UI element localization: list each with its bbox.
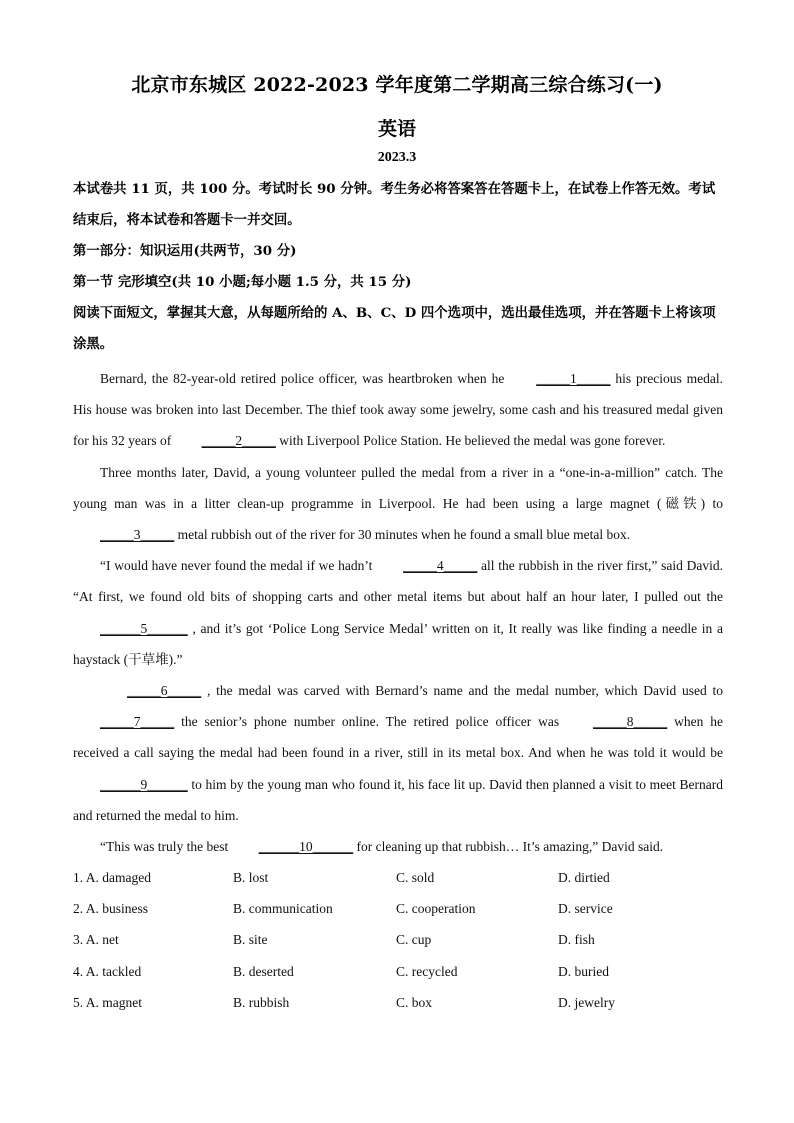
option-d: D. jewelry <box>558 994 615 1010</box>
option-c: C. box <box>396 994 433 1010</box>
option-b: B. deserted <box>233 963 294 979</box>
passage-text: for cleaning up that rubbish… It’s amazing,” David said. <box>353 839 664 855</box>
exam-notice: 本试卷共 11 页，共 100 分。考试时长 90 分钟。考生务必将答案答在答题卡上，在试卷上作答无效。考试结束后，将本试卷和答题卡一并交回。 <box>73 181 716 228</box>
blank-2: _____2_____ <box>201 433 276 449</box>
blank-8: _____8_____ <box>593 714 668 730</box>
blank-4: _____4_____ <box>403 558 478 574</box>
option-d: D. fish <box>558 932 595 948</box>
option-c: C. cup <box>396 932 432 948</box>
blank-5: ______5______ <box>100 620 188 636</box>
passage-text: to him by the young man who found it, his face lit up. David then planned a visit to meet Bernard and returned the medal to him. <box>73 776 723 823</box>
blank-7: _____7_____ <box>100 714 175 730</box>
cloze-passage <box>73 363 723 862</box>
passage-paragraph-1 <box>73 363 723 457</box>
passage-text: “I would have never found the medal if we hadn’t <box>100 558 377 574</box>
passage-text: his precious medal. His house was broken into last December. The thief took away some jewelry, some cash and his treasured medal given for his 32 years of <box>73 371 723 449</box>
question-4-options <box>73 956 723 987</box>
option-b: B. communication <box>233 901 333 917</box>
question-5-options <box>73 987 723 1018</box>
passage-text: Bernard, the 82-year-old retired police officer, was heartbroken when he <box>100 371 510 386</box>
passage-paragraph-5 <box>73 831 723 862</box>
blank-1: _____1_____ <box>536 371 611 386</box>
passage-text: the senior’s phone number online. The retired police officer was <box>174 714 566 730</box>
subject-title: 英语 <box>377 118 416 140</box>
option-a: 4. A. tackled <box>73 963 142 979</box>
part-heading: 第一部分：知识运用(共两节，30 分) <box>73 243 297 259</box>
passage-paragraph-3 <box>73 550 723 675</box>
passage-text: “This was truly the best <box>100 839 232 855</box>
option-b: B. site <box>233 932 268 948</box>
blank-9: ______9______ <box>100 776 188 792</box>
question-2-options <box>73 893 723 924</box>
passage-text: with Liverpool Police Station. He believed the medal was gone forever. <box>275 433 666 449</box>
option-d: D. buried <box>558 963 609 979</box>
passage-text: Three months later, David, a young volunteer pulled the medal from a river in a “one-in-a-million” catch. The young man was in a litter clean-up programme in Liverpool. He had been using a large magnet (磁铁) to <box>73 464 723 511</box>
option-a: 3. A. net <box>73 932 119 948</box>
passage-text: all the rubbish in the river first,” said David. “At first, we found old bits of shopping carts and other metal items but about half an hour later, I pulled out the <box>73 558 723 605</box>
exam-date: 2023.3 <box>377 150 417 165</box>
exam-title: 北京市东城区 2022-2023 学年度第二学期高三综合练习(一) <box>131 74 663 96</box>
option-c: C. sold <box>396 870 435 885</box>
passage-text: , and it’s got ‘Police Long Service Medal’ written on it, It really was like finding a needle in a haystack (干草堆).” <box>73 620 723 667</box>
blank-6: _____6_____ <box>127 683 202 699</box>
option-d: D. service <box>558 901 613 917</box>
directions: 阅读下面短文，掌握其大意，从每题所给的 A、B、C、D 四个选项中，选出最佳选项，并在答题卡上将该项涂黑。 <box>73 305 716 352</box>
option-c: C. cooperation <box>396 901 476 917</box>
instructions <box>73 174 723 360</box>
section-heading: 第一节 完形填空(共 10 小题;每小题 1.5 分，共 15 分) <box>73 274 412 290</box>
question-1-options <box>73 862 723 893</box>
passage-paragraph-2 <box>73 457 723 551</box>
option-c: C. recycled <box>396 963 458 979</box>
option-a: 2. A. business <box>73 901 149 917</box>
blank-10: ______10______ <box>258 839 354 855</box>
passage-text: metal rubbish out of the river for 30 minutes when he found a small blue metal box. <box>174 527 631 543</box>
option-b: B. rubbish <box>233 994 290 1010</box>
passage-text: , the medal was carved with Bernard’s name and the medal number, which David used to <box>201 683 723 699</box>
option-a: 5. A. magnet <box>73 994 142 1010</box>
passage-paragraph-4 <box>73 675 723 831</box>
option-b: B. lost <box>233 870 269 885</box>
option-a: 1. A. damaged <box>73 870 151 885</box>
option-d: D. dirtied <box>558 870 610 885</box>
blank-3: _____3_____ <box>100 527 175 543</box>
passage-text: when he received a call saying the medal had been found in a river, still in its metal box. And when he was told it would be <box>73 714 724 761</box>
answer-options <box>73 862 723 1018</box>
question-3-options <box>73 924 723 955</box>
